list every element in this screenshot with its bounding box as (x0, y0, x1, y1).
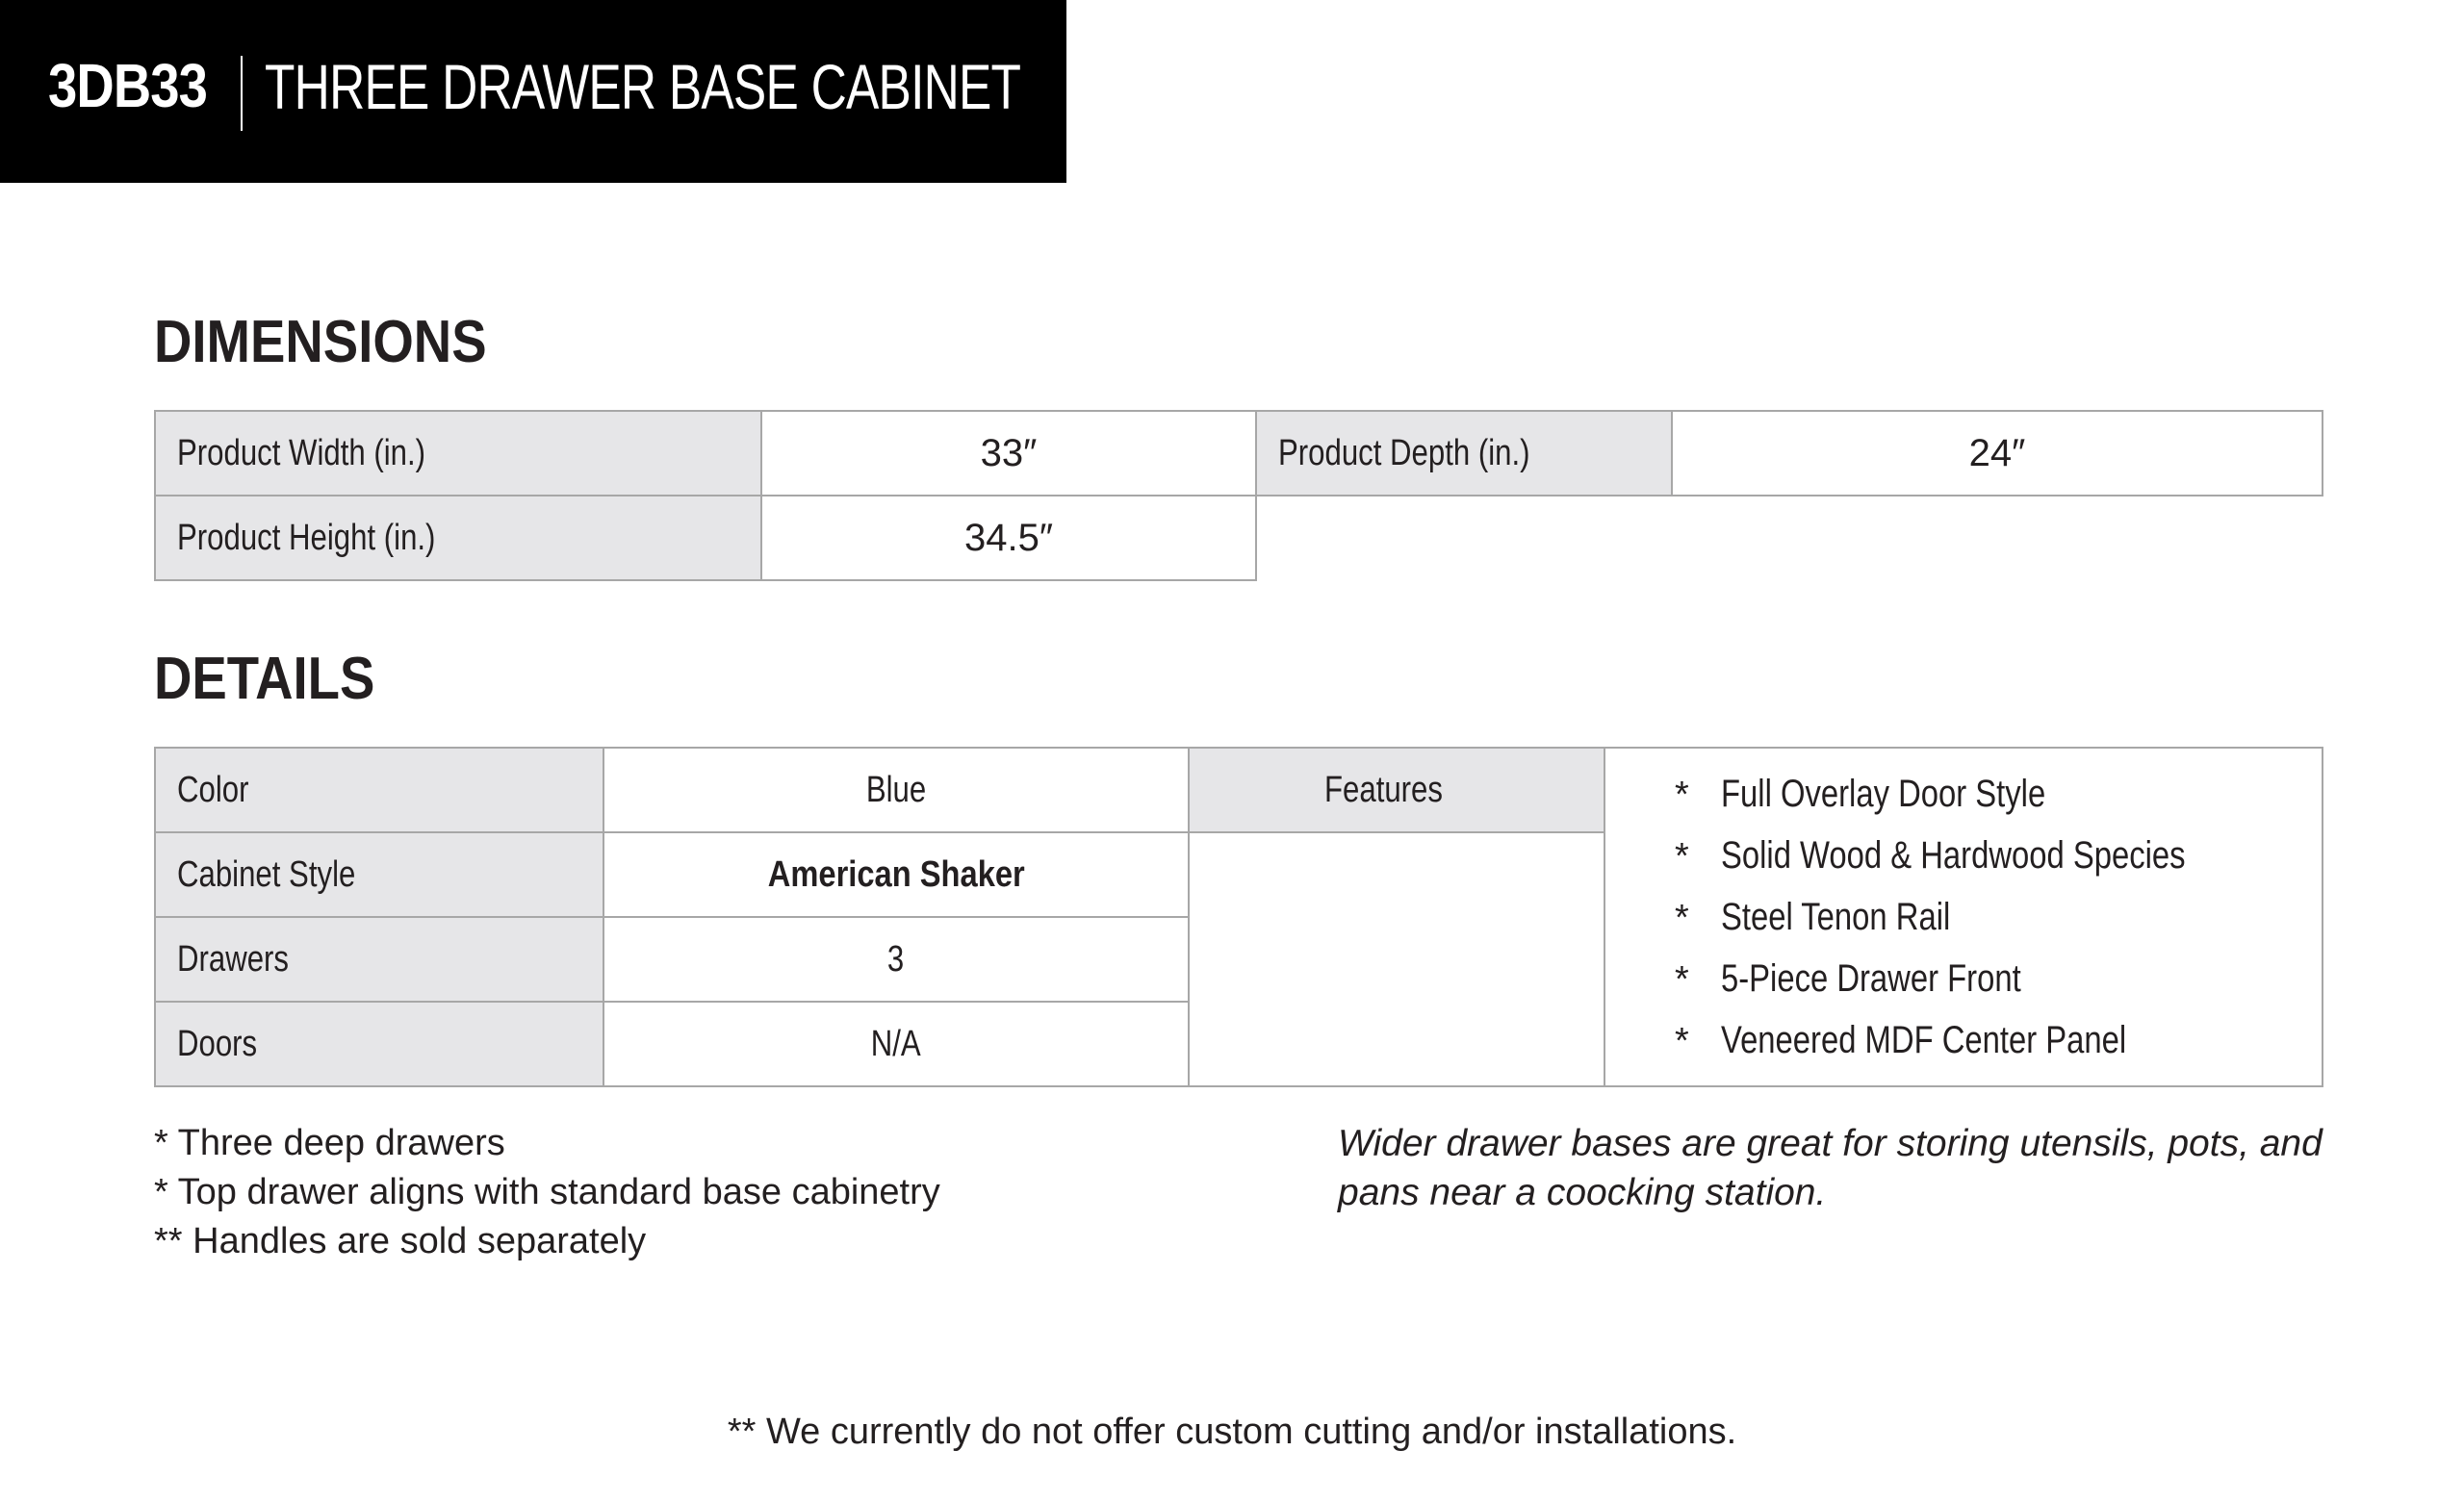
list-item (1675, 825, 2322, 886)
features-label-cell (1189, 748, 1604, 832)
list-item (1675, 1009, 2322, 1071)
color-value-cell (603, 748, 1189, 832)
features-cell (1604, 748, 2323, 1086)
product-code: 3DB33 (48, 51, 208, 120)
feature-text: 5-Piece Drawer Front (1721, 957, 2021, 1000)
height-label: Product Height (in.) (177, 517, 436, 558)
style-value-cell (603, 832, 1189, 917)
feature-text: Steel Tenon Rail (1721, 896, 1951, 938)
color-label: Color (177, 769, 249, 810)
feature-text: Veneered MDF Center Panel (1721, 1019, 2127, 1061)
list-item (1675, 948, 2322, 1009)
doors-label-cell (155, 1002, 603, 1086)
style-value: American Shaker (767, 853, 1025, 895)
drawers-label-cell (155, 917, 603, 1002)
dimensions-table (154, 410, 2323, 581)
product-tagline: Wider drawer bases are great for storing utensils, pots, and pans near a coocking station. (1338, 1123, 2323, 1213)
bullet-icon: * (1675, 836, 1689, 877)
table-row (155, 748, 2323, 832)
product-header (0, 0, 1066, 183)
depth-value: 24″ (1672, 411, 2323, 496)
height-value: 34.5″ (761, 496, 1256, 580)
dimensions-heading: DIMENSIONS (154, 309, 487, 375)
style-label: Cabinet Style (177, 853, 356, 895)
depth-label-cell (1256, 411, 1672, 496)
details-heading: DETAILS (154, 646, 375, 712)
features-list (1605, 763, 2322, 1071)
details-table (154, 747, 2323, 1087)
note-item: ** Handles are sold separately (154, 1221, 647, 1261)
table-row (155, 496, 2323, 580)
note-item: * Three deep drawers (154, 1123, 505, 1163)
drawers-label: Drawers (177, 938, 290, 980)
width-value: 33″ (761, 411, 1256, 496)
footer-note: ** We currently do not offer custom cutting and/or installations. (727, 1412, 1737, 1452)
bullet-icon: * (1675, 1021, 1689, 1061)
list-item (1675, 886, 2322, 948)
drawers-value: 3 (887, 938, 905, 980)
bullet-icon: * (1675, 898, 1689, 938)
list-item (1675, 763, 2322, 825)
color-label-cell (155, 748, 603, 832)
doors-label: Doors (177, 1023, 258, 1064)
empty-cell (1256, 496, 2323, 580)
header-divider (241, 56, 243, 131)
table-row (155, 411, 2323, 496)
feature-text: Solid Wood & Hardwood Species (1721, 834, 2186, 877)
bullet-icon: * (1675, 959, 1689, 1000)
width-label-cell (155, 411, 761, 496)
notes-list (154, 1119, 940, 1266)
bullet-icon: * (1675, 775, 1689, 815)
color-value: Blue (865, 769, 927, 810)
width-label: Product Width (in.) (177, 432, 426, 473)
features-empty-cell (1189, 832, 1604, 1086)
doors-value: N/A (871, 1023, 921, 1064)
feature-text: Full Overlay Door Style (1721, 773, 2046, 815)
depth-label: Product Depth (in.) (1278, 432, 1530, 473)
height-label-cell (155, 496, 761, 580)
note-item: * Top drawer aligns with standard base cabinetry (154, 1172, 940, 1212)
doors-value-cell (603, 1002, 1189, 1086)
drawers-value-cell (603, 917, 1189, 1002)
product-title: THREE DRAWER BASE CABINET (265, 51, 1021, 122)
style-label-cell (155, 832, 603, 917)
features-label: Features (1324, 769, 1443, 810)
